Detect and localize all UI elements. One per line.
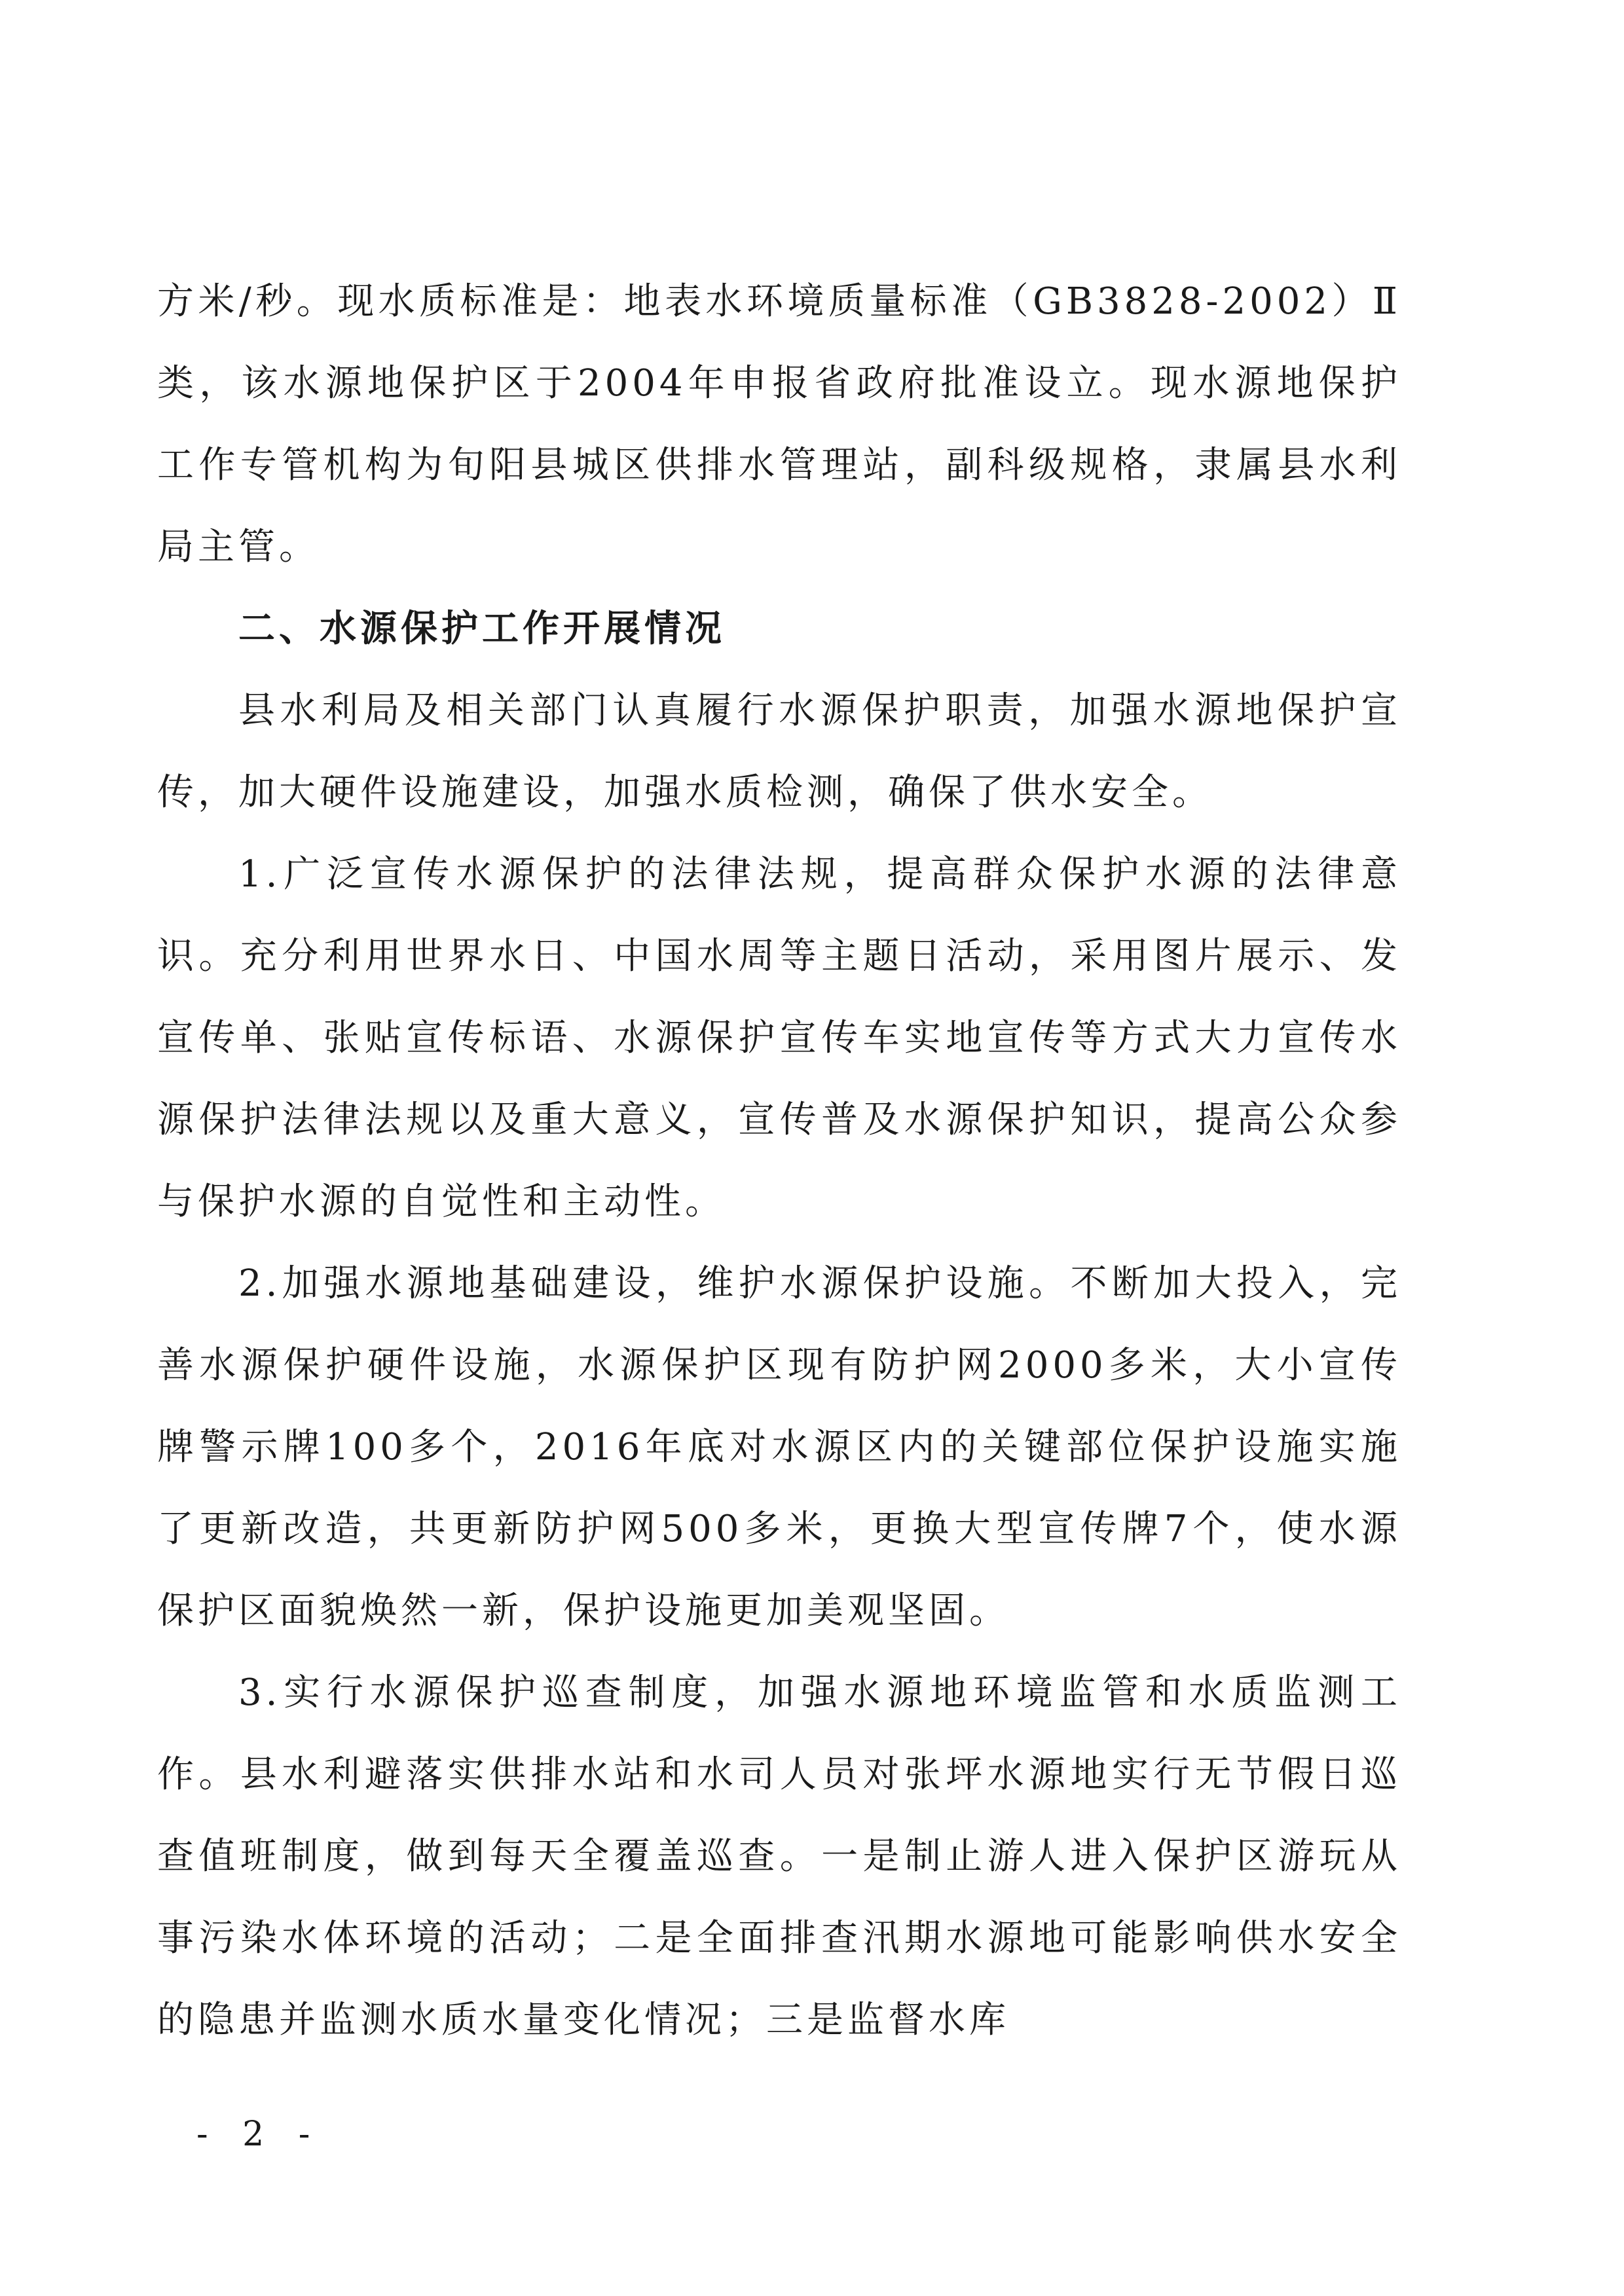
page-number: - 2 - — [196, 2115, 322, 2154]
paragraph-continuation: 方米/秒。现水质标准是：地表水环境质量标准（GB3828-2002）Ⅱ类，该水源地保护区于2004年申报省政府批准设立。现水源地保护工作专管机构为旬阳县城区供排水管理站，副科级规格，隶属县水利局主管。 — [157, 280, 1401, 568]
paragraph-item-3: 3.实行水源保护巡查制度，加强水源地环境监管和水质监测工作。县水利避落实供排水站和水司人员对张坪水源地实行无节假日巡查值班制度，做到每天全覆盖巡查。一是制止游人进入保护区游玩从事污染水体环境的活动；二是全面排查汛期水源地可能影响供水安全的隐患并监测水质水量变化情况；三是监督水库 — [157, 1671, 1401, 2041]
document-body — [157, 261, 1401, 2061]
paragraph-item-1: 1.广泛宣传水源保护的法律法规，提高群众保护水源的法律意识。充分利用世界水日、中国水周等主题日活动，采用图片展示、发宣传单、张贴宣传标语、水源保护宣传车实地宣传等方式大力宣传水源保护法律法规以及重大意义，宣传普及水源保护知识，提高公众参与保护水源的自觉性和主动性。 — [157, 853, 1401, 1223]
section-heading: 二、水源保护工作开展情况 — [238, 608, 726, 650]
paragraph-item-2: 2.加强水源地基础建设，维护水源保护设施。不断加大投入，完善水源保护硬件设施，水源保护区现有防护网2000多米，大小宣传牌警示牌100多个，2016年底对水源区内的关键部位保护设施实施了更新改造，共更新防护网500多米，更换大型宣传牌7个，使水源保护区面貌焕然一新，保护设施更加美观坚固。 — [157, 1262, 1401, 1632]
paragraph-intro: 县水利局及相关部门认真履行水源保护职责，加强水源地保护宣传，加大硬件设施建设，加强水质检测，确保了供水安全。 — [157, 689, 1401, 814]
